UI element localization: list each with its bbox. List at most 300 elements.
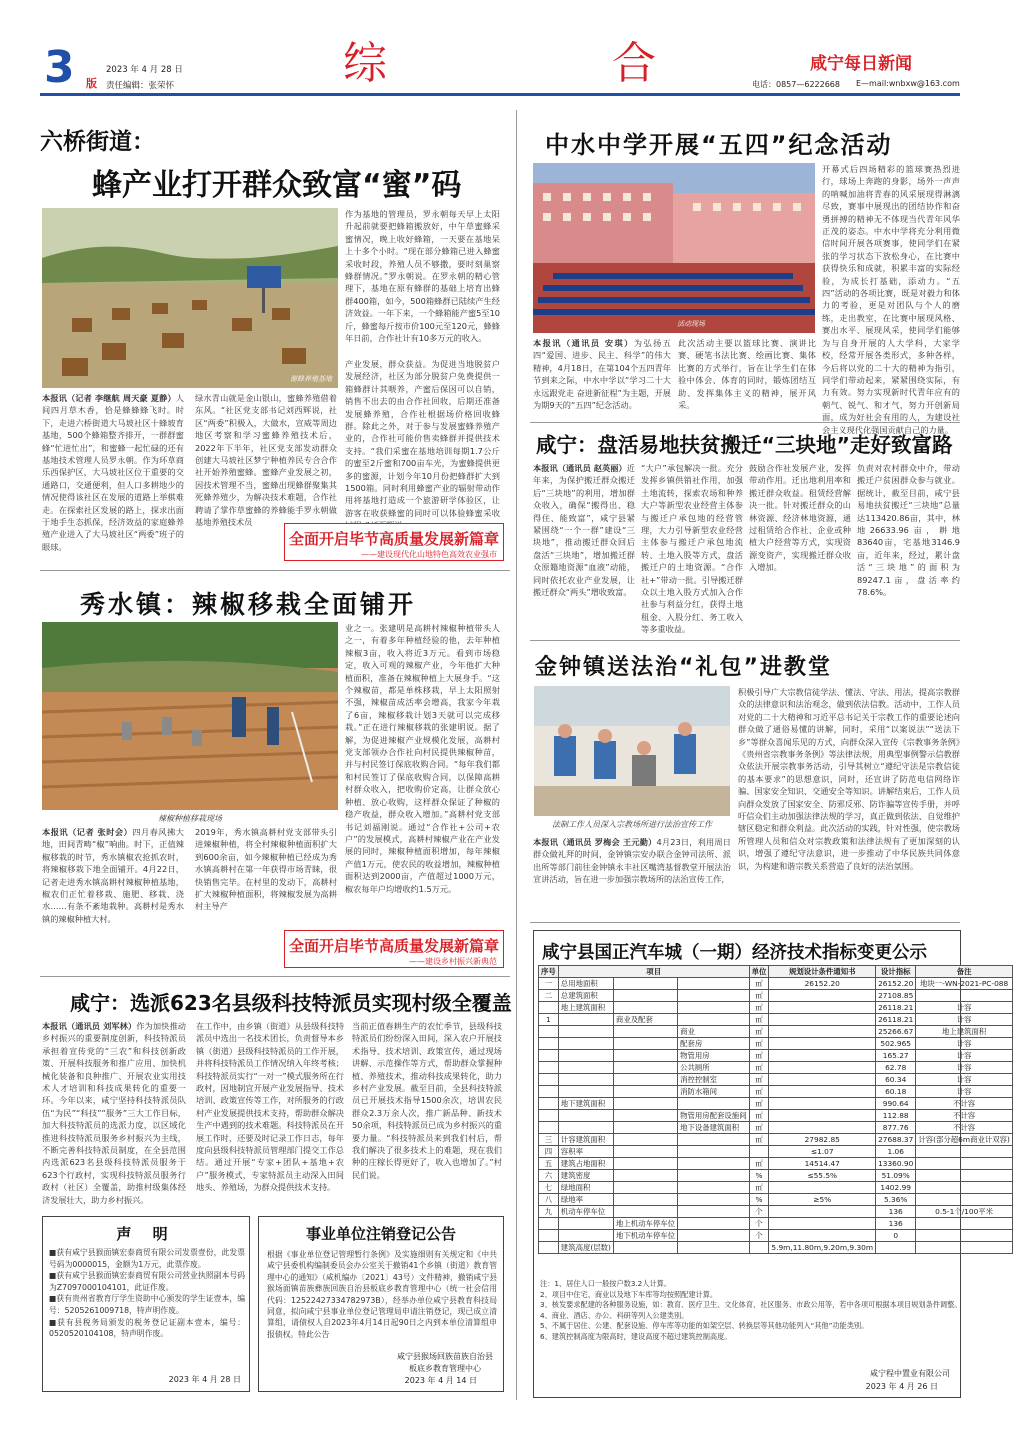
- art6-photo: [534, 686, 730, 829]
- art2-col3: 业之一。张建明是高耕村辣椒种植带头人之一，有着多年种植经验的他，去年种植辣椒3亩，收入将近3万元。看到市场稳定，收入可观的辣椒产业，今年他扩大种植面积，准备在辣椒种植上大展身手。“这个辣椒苗，都是单株移栽，早上太阳照射不强，辣椒苗成活率会增高，我家今年栽了6亩，辣椒移栽计划3天就可以完成移栽。”正在进行辣椒移栽的张建明说。据了解，为促进辣椒产业规模化发展，高耕村党支部领办合作社向村民提供辣椒种苗，并与村民签订保底收购合同。“每年我们都和村民签订了保底收购合同，以保障高耕村群众收入，把收购价定高，让群众放心种植、放心收购，这样群众保证了种椒的稳产收益，群众收入增加。”高耕村党支部书记刘福刚说。通过“合作社+公司+农户”的发展模式，高耕村辣椒产业在产业发展的同时，辣椒种植面积增加，每年辣椒产值1万元，使农民的收益增加，辣椒种植面积达到2000亩，产值超过1000万元，椒农每年户均增收约1.5万元。: [345, 623, 500, 894]
- art4-title: 中水中学开展“五四”纪念活动: [545, 131, 893, 159]
- table-cell-unit: 个: [749, 1218, 769, 1230]
- table-cell-note: [916, 1242, 1013, 1254]
- issue-date: 2023 年 4 月 28 日: [106, 65, 183, 75]
- table-cell-note: 地上建筑面积: [916, 1026, 1013, 1038]
- art4-col2: 此次活动主要以篮球比赛、演讲比赛、硬笔书法比赛、绘画比赛、集体比赛的方式举行，旨在让学生们在体验中体会、体育的同时，锻炼团结互助、发挥集体主义的精神，展开风采。: [678, 338, 816, 411]
- col-header-design: 设计指标: [876, 966, 916, 978]
- table-cell-note: 计容: [916, 1038, 1013, 1050]
- table-cell-no: 二: [539, 990, 559, 1002]
- contact-email: E—mail:wnbxw@163.com: [856, 79, 960, 88]
- art2-photo: [42, 622, 338, 823]
- table-cell-l3: 地下设备建筑面积: [678, 1122, 750, 1134]
- table-cell-l3: [678, 1218, 750, 1230]
- table-cell-l1: [558, 1026, 613, 1038]
- table-cell-l3: [678, 1158, 750, 1170]
- table-cell-unit: %: [749, 1194, 769, 1206]
- table-cell-l3: 消控控制室: [678, 1074, 750, 1086]
- table-cell-l3: [678, 1206, 750, 1218]
- table-cell-l1: 地上建筑面积: [558, 1002, 613, 1014]
- table-cell-note: [916, 1170, 1013, 1182]
- table-row: [539, 1038, 1013, 1050]
- table-cell-plan: 14514.47: [769, 1158, 876, 1170]
- table-cell-note: [916, 1230, 1013, 1242]
- table-cell-plan: ≥5%: [769, 1194, 876, 1206]
- deregistration-signer-1: 咸宁县猴场回族苗族自治县: [397, 1352, 493, 1361]
- beehive-field-image: [42, 208, 338, 388]
- declaration-notice: [42, 1216, 250, 1392]
- art6-title: 金钟镇送法治“礼包”进教堂: [535, 655, 832, 680]
- art4-photo-caption: 活动现场: [677, 320, 705, 328]
- table-cell-unit: ㎡: [749, 1026, 769, 1038]
- deregistration-body: 根据《事业单位登记管理暂行条例》及实施细则有关规定和《中共咸宁县委机构编制委员会办公室关于撤销41个乡镇（街道）教育管理中心的通知》（咸机编办〔2021〕43号）文件精神，撤销咸宁县猴场面镇苗族彝族回族自治县板底乡教育管理中心（统一社会信用代码：12522427334782973B），经举办单位咸宁县教育科技局同意，拟向咸宁县事业单位登记管理局申请注销登记，现已成立清算组，请债权人自2023年4月14日起90日之内到本单位清算组申报债权。特此公告: [267, 1250, 497, 1339]
- art5-byline: 本报讯（通讯员 赵英丽）: [533, 463, 627, 473]
- school-event-image: [533, 163, 815, 333]
- contact-phone: 电话：0857—6222668: [752, 80, 840, 89]
- banner-1: [284, 523, 504, 561]
- table-cell-note: 地块一-WN-2021-PC-088: [916, 978, 1013, 990]
- banner-1-sub: ——建设现代化山地特色高效农业强市: [361, 550, 497, 559]
- table-cell-unit: ㎡: [749, 1062, 769, 1074]
- art3-col3: 当前正值春耕生产的农忙季节，县级科技特派员们纷纷深入田间，深入农户开展技术指导、技术培训、政策宣传，通过现场讲解、示范操作等方式，帮助群众掌握种植、养殖技术，推动科技成果转化，助力乡村产业发展。截至目前，全县科技特派员已开展技术指导1500余次，培训农民群众2.3万余人次，推广新品种、新技术50余项，科技特派员已成为乡村振兴的重要力量。“科技特派员来到我们村后，帮我们解决了很多技术上的难题，现在我们种的庄稼长得更好了，收入也增加了。”村民们说。: [352, 1021, 502, 1180]
- table-cell-no: 一: [539, 978, 559, 990]
- table-cell-l1: 绿地面积: [558, 1182, 613, 1194]
- table-cell-design: 165.27: [876, 1050, 916, 1062]
- table-cell-unit: ㎡: [749, 1014, 769, 1026]
- table-cell-note: [916, 1218, 1013, 1230]
- table-cell-plan: [769, 1014, 876, 1026]
- divider: [530, 922, 960, 923]
- table-row: [539, 1170, 1013, 1182]
- table-cell-l2: [613, 1146, 677, 1158]
- art6-col1: 本报讯（通讯员 罗梅会 王元勤）4月23日，利用周日群众做礼拜的时间，金钟镇宗安办联合金钟司法所、派出所等部门前往金钟镇永丰社区嘴湾基督教堂开展法治宣讲活动，旨在进一步加强宗教场所的法治宣传工作，: [533, 837, 731, 885]
- table-cell-plan: [769, 1050, 876, 1062]
- table-row: [539, 1086, 1013, 1098]
- table-cell-no: 七: [539, 1182, 559, 1194]
- table-cell-no: 五: [539, 1158, 559, 1170]
- table-cell-l2: [613, 1074, 677, 1086]
- table-row: [539, 1158, 1013, 1170]
- table-cell-plan: 5.9m,11.80m,9.20m,9.30m: [769, 1242, 876, 1254]
- table-note: 5、不属于居住、公建、配套设施、停车库等功能的如架空层、转换层等其他功能列入“其他”功能类别。: [540, 1321, 869, 1331]
- table-row: [539, 1146, 1013, 1158]
- table-cell-plan: [769, 1026, 876, 1038]
- table-cell-design: 502.965: [876, 1038, 916, 1050]
- table-cell-l3: [678, 1182, 750, 1194]
- table-cell-design: 1402.99: [876, 1182, 916, 1194]
- table-row: [539, 1098, 1013, 1110]
- table-cell-design: 51.09%: [876, 1170, 916, 1182]
- spec-table-body: [539, 978, 1013, 1254]
- table-cell-note: 计容: [916, 1014, 1013, 1026]
- table-cell-l1: [558, 1014, 613, 1026]
- col-header-no: 序号: [539, 966, 559, 978]
- table-cell-l1: [558, 1074, 613, 1086]
- table-cell-note: [916, 990, 1013, 1002]
- spec-table-header: [539, 966, 1013, 978]
- table-row: [539, 1194, 1013, 1206]
- pepper-planting-image: [42, 622, 338, 810]
- art1-photo: [42, 208, 338, 388]
- art1-col2: 绿水青山就是金山银山，蜜蜂养殖借着东风。“社区党支部书记刘西辉说，社区“两委”积极入，大做水，宣威等周边地区考察和学习蜜蜂养殖技术后，2022年下半年，社区党支部发动群众创建大马坡社区梦宁种植养民专合合作社开始养殖蜜蜂。蜜蜂产业发展之初，因技术管理不当，蜜蜂出现蜂群聚集其死蜂养殖少，为解决技术难题，合作社聘请了掌作草蜜蜂的养蜂能手罗永朝做基地养殖技术员: [195, 393, 337, 528]
- divider: [40, 570, 510, 571]
- table-cell-unit: [749, 1242, 769, 1254]
- table-row: [539, 1134, 1013, 1146]
- table-cell-l3: [678, 990, 750, 1002]
- table-row: [539, 1002, 1013, 1014]
- art2-byline: 本报讯（记者 张时会）: [42, 827, 133, 837]
- table-cell-no: [539, 1110, 559, 1122]
- table-cell-l2: [613, 1098, 677, 1110]
- table-row: [539, 1074, 1013, 1086]
- deregistration-date: 2023 年 4 月 14 日: [404, 1376, 477, 1385]
- column-divider: [516, 110, 517, 1400]
- col-header-plan: 规划设计条件通知书: [769, 966, 876, 978]
- table-cell-l2: [613, 1122, 677, 1134]
- table-cell-note: 不计容: [916, 1110, 1013, 1122]
- table-cell-design: 136: [876, 1218, 916, 1230]
- table-cell-unit: ㎡: [749, 1002, 769, 1014]
- table-cell-design: 13360.90: [876, 1158, 916, 1170]
- masthead: [0, 0, 1000, 100]
- table-cell-design: 136: [876, 1206, 916, 1218]
- table-cell-note: 计容: [916, 1086, 1013, 1098]
- table-row: [539, 1122, 1013, 1134]
- table-cell-design: 25266.67: [876, 1026, 916, 1038]
- art3-byline: 本报讯（通讯员 刘军林）: [42, 1021, 137, 1031]
- table-cell-note: 计容(部分超6m商业计双容): [916, 1134, 1013, 1146]
- table-cell-plan: [769, 1182, 876, 1194]
- table-cell-l1: [558, 1062, 613, 1074]
- table-cell-l1: [558, 1230, 613, 1242]
- table-cell-note: 不计容: [916, 1098, 1013, 1110]
- table-cell-plan: ≤1.07: [769, 1146, 876, 1158]
- divider: [40, 976, 510, 977]
- table-cell-plan: [769, 990, 876, 1002]
- art1-col1: 本报讯（记者 李继航 周天豪 夏静）人间四月草木香，恰是蜂蜂蜂飞时。时下，走进六桥街道大马坡社区十蜂坡育基地，500个蜂箱整齐排开，一群群蜜蜂“忙进忙出”，和蜜蜂一起忙碌的还有基地技术管理人员罗永朝。作为环草商乐西保护区，大马坡社区位于重要的交通路口，交通便利，但人口多耕地少的情况使得该社区在发展的道路上举棋难走。在探索社区发展的路上，探求出面于地手生态抓保，经济效益的家庭蜂养殖产业进入了大马坡社区“两委”班子的眼球。: [42, 393, 184, 552]
- table-cell-l2: [613, 1062, 677, 1074]
- deregistration-title: 事业单位注销登记公告: [305, 1225, 456, 1243]
- table-cell-plan: [769, 1074, 876, 1086]
- masthead-rule: [40, 93, 960, 96]
- table-cell-l1: [558, 1038, 613, 1050]
- table-cell-l2: [613, 1026, 677, 1038]
- table-cell-l2: [613, 1002, 677, 1014]
- table-cell-l3: 物管用房: [678, 1050, 750, 1062]
- art3-col1: 本报讯（通讯员 刘军林）作为加快推动乡村振兴的重要制度创新，科技特派员承担着宣传党的“三农”和科技创新政策、开展科技服务和推广应用、加快机械化装备和良种推广、开展农业实用技术人才培训和科技成果转化的重要一环。今年以来，咸宁坚持科技特派员队伍“为民”“科技”“服务”三大工作目标，加大科技特派员的选派力度，以区域化推进科技特派员服务乡村振兴为主线，不断完善科技特派员制度，在全县范围内选派623名县级科技特派员服务于623个行政村，实现科技特派员服务行政村（社区）全覆盖，助推村级集体经济发展壮大，助力乡村振兴。: [42, 1021, 186, 1205]
- banner-2: [284, 930, 504, 968]
- table-cell-l1: 总用地面积: [558, 978, 613, 990]
- table-cell-l2: [613, 1134, 677, 1146]
- table-cell-l1: 计容建筑面积: [558, 1134, 613, 1146]
- spec-table: [538, 965, 1013, 1254]
- table-cell-unit: ㎡: [749, 978, 769, 990]
- spec-date: 2023 年 4 月 26 日: [865, 1382, 938, 1391]
- table-cell-note: 不计容: [916, 1122, 1013, 1134]
- table-cell-plan: [769, 1206, 876, 1218]
- table-cell-l2: [613, 1050, 677, 1062]
- table-row: [539, 978, 1013, 990]
- table-cell-note: 0.5-1个/100平米: [916, 1206, 1013, 1218]
- table-cell-l2: 地下机动车停车位: [613, 1230, 677, 1242]
- table-cell-l1: 建筑占地面积: [558, 1158, 613, 1170]
- table-cell-l3: [678, 1002, 750, 1014]
- banner-2-main: 全面开启毕节高质量发展新篇章: [288, 937, 499, 955]
- art2-col1: 本报讯（记者 张时会）四月春风拂大地，田间青畴“椒”响曲。时下，正值辣椒移栽的时节，秀水镇椒农抢抓农时，将辣椒移栽下地全面铺开。4月22日，记者走进秀水镇高耕村辣椒种植基地，椒农们正忙着移栽、施肥、移栽、浇水……有条不紊地栽种。高耕村是秀水镇的辣椒种植大村。: [42, 827, 184, 924]
- col-header-unit: 单位: [749, 966, 769, 978]
- table-cell-l1: 绿地率: [558, 1194, 613, 1206]
- table-cell-l2: [613, 990, 677, 1002]
- table-cell-l3: [678, 1242, 750, 1254]
- art2-photo-caption: 辣椒种植移栽现场: [158, 814, 222, 823]
- table-cell-note: [916, 1194, 1013, 1206]
- table-cell-plan: [769, 1098, 876, 1110]
- table-cell-design: 27688.37: [876, 1134, 916, 1146]
- table-cell-no: [539, 1086, 559, 1098]
- table-cell-unit: ㎡: [749, 1182, 769, 1194]
- table-cell-note: 计容: [916, 1074, 1013, 1086]
- table-cell-unit: ㎡: [749, 1110, 769, 1122]
- art1-col3: 作为基地的管理员，罗永朝每天早上太阳升起前就要把蜂箱搬放好，中午草蜜蜂采蜜情况，晚上收好蜂箱，一天要在基地呆上十多个小时。“现在部分蜂箱已进入蜂蜜采收时段，养殖人员不够撒，要时刻巢察蜂群情况。”罗永朝说。在罗永朝的精心管理下，基地在原有蜂群的基础上培育出蜂群400箱，如今，500箱蜂群已陆续产生经济效益。一年下来，一个蜂箱能产蜜5至10斤，蜂蜜每斤按市价100元至120元，蜂蜂年日前，合作社计有10多万元的收入。: [345, 209, 500, 344]
- table-cell-l3: [678, 1134, 750, 1146]
- table-cell-l2: [613, 1242, 677, 1254]
- table-cell-l1: 总建筑面积: [558, 990, 613, 1002]
- table-cell-unit: ㎡: [749, 1086, 769, 1098]
- table-cell-unit: ㎡: [749, 1038, 769, 1050]
- table-cell-note: 计容: [916, 1002, 1013, 1014]
- banner-2-sub: ——建设乡村振兴新典范: [409, 957, 497, 966]
- table-cell-plan: [769, 1230, 876, 1242]
- table-cell-l2: 地上机动车停车位: [613, 1218, 677, 1230]
- table-row: [539, 990, 1013, 1002]
- divider: [530, 640, 960, 641]
- table-cell-l3: 公共厕所: [678, 1062, 750, 1074]
- table-cell-no: [539, 1218, 559, 1230]
- table-cell-no: [539, 1050, 559, 1062]
- table-cell-note: [916, 1182, 1013, 1194]
- table-note: 注：1、居住人口一般按户数3.2人计算。: [540, 1279, 672, 1288]
- spec-table-notes: [540, 1279, 962, 1343]
- table-cell-plan: [769, 1110, 876, 1122]
- table-cell-l1: 建筑密度: [558, 1170, 613, 1182]
- table-cell-unit: ㎡: [749, 1134, 769, 1146]
- table-cell-design: 0: [876, 1230, 916, 1242]
- table-cell-l2: [613, 1086, 677, 1098]
- art1-byline: 本报讯（记者 李继航 周天豪 夏静）: [42, 393, 176, 403]
- declaration-title: 声 明: [116, 1225, 176, 1243]
- table-cell-l1: [558, 1110, 613, 1122]
- table-cell-no: 四: [539, 1146, 559, 1158]
- table-cell-no: [539, 1074, 559, 1086]
- art1-kicker: 六桥街道：: [40, 129, 155, 155]
- table-cell-design: 27108.85: [876, 990, 916, 1002]
- table-row: [539, 1206, 1013, 1218]
- table-cell-l1: 容积率: [558, 1146, 613, 1158]
- art1-photo-caption: 谢蜂养殖基地: [290, 375, 332, 383]
- table-cell-no: 九: [539, 1206, 559, 1218]
- table-cell-l1: 机动车停车位: [558, 1206, 613, 1218]
- table-cell-plan: [769, 1062, 876, 1074]
- table-cell-l1: [558, 1122, 613, 1134]
- deregistration-signer-2: 板底乡教育管理中心: [409, 1364, 481, 1373]
- deregistration-notice: [258, 1216, 504, 1392]
- table-cell-l3: [678, 1230, 750, 1242]
- page-number: 3: [44, 42, 75, 93]
- art5-col2: “大户”承包解决一批。充分发挥乡镇供销社作用，加强土地流转，探索农场和种养大户等新型农业经营主体参与搬迁户承包地的经营管理，大力引导新型农业经营主体参与搬迁户承包地流转、土地入股等方式，盘活搬迁户的土地资源。“合作社+”带动一批。引导搬迁群众以土地入股方式加入合作社参与利益分红，获得土地租金、入股分红、务工收入等多重收益。: [641, 463, 743, 635]
- table-cell-unit: ㎡: [749, 1074, 769, 1086]
- table-cell-design: 62.78: [876, 1062, 916, 1074]
- table-cell-plan: [769, 1086, 876, 1098]
- table-cell-note: 计容: [916, 1050, 1013, 1062]
- table-cell-plan: 26152.20: [769, 978, 876, 990]
- section-char-1: 综: [343, 38, 387, 89]
- art3-col2: 在工作中，由乡镇（街道）从县级科技特派员中选出一名技术团长，负责督导本乡镇（街道）县级科技特派员的工作开展，并将科技特派员工作情况纳入年终考核；科技特派员实行“一对一”模式服务所在行政村，因地制宜开展产业发展指导、技术培训、政策宣传等工作，对所服务的行政村产业发展提供技术支持，帮助群众解决生产中遇到的技术难题。科技特派员在开展工作时，还要及时记录工作日志，每年度向县级科技特派员管理部门提交工作总结。通过开展“专家+团队+基地+农户”服务模式，专家特派员主动深入田间地头、养殖场，为群众提供技术支持。: [196, 1021, 344, 1193]
- table-cell-unit: ㎡: [749, 1050, 769, 1062]
- table-cell-l2: [613, 1158, 677, 1170]
- editor-credit: 责任编辑：张荣怀: [106, 81, 175, 91]
- table-cell-no: [539, 1062, 559, 1074]
- table-cell-unit: ㎡: [749, 990, 769, 1002]
- declaration-date: 2023 年 4 月 28 日: [168, 1375, 241, 1384]
- banner-1-main: 全面开启毕节高质量发展新篇章: [288, 530, 499, 548]
- table-row: [539, 1050, 1013, 1062]
- table-cell-plan: ≤55.5%: [769, 1170, 876, 1182]
- table-cell-no: 三: [539, 1134, 559, 1146]
- table-cell-plan: [769, 1122, 876, 1134]
- table-cell-l3: 消防水箱间: [678, 1086, 750, 1098]
- table-cell-l3: [678, 978, 750, 990]
- table-row: [539, 1230, 1013, 1242]
- table-row: [539, 1218, 1013, 1230]
- table-cell-l3: 配套房: [678, 1038, 750, 1050]
- table-cell-l1: [558, 1086, 613, 1098]
- paper-name: 咸宁每日新闻: [810, 54, 912, 74]
- table-cell-l1: 地下建筑面积: [558, 1098, 613, 1110]
- table-cell-plan: [769, 1038, 876, 1050]
- table-row: [539, 1062, 1013, 1074]
- table-cell-unit: 个: [749, 1230, 769, 1242]
- table-row: [539, 1182, 1013, 1194]
- table-cell-unit: %: [749, 1170, 769, 1182]
- table-cell-l1: [558, 1050, 613, 1062]
- table-cell-l1: 建筑高度(层数): [558, 1242, 613, 1254]
- table-cell-design: [876, 1242, 916, 1254]
- table-row: [539, 1026, 1013, 1038]
- declaration-body: ■获有咸宁县猴面镇宏泰商贸有限公司发票壹份，此发票号码为0000015，金额为1万元，此票作废。 ■获有咸宁县猴面镇宏泰商贸有限公司营业执照副本号码为Z7097000104101，此证作废。 ■获有贵州省教育厅学生资助中心颁发的学生证壹本，编号：5205261009718，特声明作废。 ■获有县税务局颁发的税务登记证副本壹本，编号：0520520104108，特声明作废。: [49, 1248, 245, 1339]
- table-row: [539, 1110, 1013, 1122]
- col-header-item: 项目: [558, 966, 749, 978]
- table-cell-l3: [678, 1146, 750, 1158]
- art2-col2: 2019年，秀水镇高耕村党支部带头引进辣椒种植，将全村辣椒种植面积扩大到600余亩，如今辣椒种植已经成为秀水镇高耕村在第一年获得市场青睐，很快销售完毕。在村里的发动下，高耕村扩大辣椒种植面积，将辣椒发展为高耕村主导产: [195, 827, 337, 912]
- table-cell-plan: [769, 1002, 876, 1014]
- art6-byline: 本报讯（通讯员 罗梅会 王元勤）: [533, 837, 657, 847]
- table-cell-design: 26118.21: [876, 1002, 916, 1014]
- table-cell-l2: 商业及配套: [613, 1014, 677, 1026]
- table-cell-l3: 物管用房配套设施间: [678, 1110, 750, 1122]
- table-cell-l3: [678, 1098, 750, 1110]
- table-cell-design: 60.18: [876, 1086, 916, 1098]
- table-cell-no: [539, 1098, 559, 1110]
- table-cell-unit: ㎡: [749, 1098, 769, 1110]
- table-cell-design: 1.06: [876, 1146, 916, 1158]
- legal-outreach-image: [534, 686, 730, 816]
- table-cell-note: [916, 1146, 1013, 1158]
- art5-col4: 负责对农村群众中介，带动搬迁户贫困群众参与就业。据统计，截至目前，咸宁县易地扶贫搬迁“三块地”总量达113420.86亩，其中，林地26633.96亩，耕地83640亩，宅基地3146.9亩，近年来，经过，累计盘活“三块地”的面积为89247.1亩，盘活率约78.6%。: [857, 463, 960, 598]
- table-row: [539, 1014, 1013, 1026]
- table-cell-l2: [613, 1182, 677, 1194]
- art6-col2: 积极引导广大宗教信徒学法、懂法、守法、用法，提高宗教群众的法律意识和法治观念，做到依法信教。活动中，工作人员对党的二十大精神和习近平总书记关于宗教工作的重要论述向群众做了通俗易懂的讲解，同时，采用“以案说法”“送法下乡”等群众喜闻乐见的方式，向群众深入宣传《宗教事务条例》《贵州省宗教事务条例》等法律法规，用典型事例警示信教群众依法开展宗教事务活动，引导其树立“遵纪守法是宗教信徒的基本要求”的思想意识，同时，还宣讲了防范电信网络诈骗、国家安全知识、交通安全等知识。讲解结束后，工作人员向群众发放了国家安全、防邪反邪、防诈骗等宣传手册，并呼吁信众们主动加强法律法规的学习，真正做到依法、自觉维护辖区稳定和群众利益。此次活动的实践，针对性强，使宗教场所管理人员和信众对宗教政策和法律法规有了更加深刻的认识，增强了遵纪守法意识，进一步推动了中华民族共同体意识，为构建和谐宗教关系营造了良好的法治氛围。: [738, 687, 960, 871]
- spec-table-title: 咸宁县国正汽车城（一期）经济技术指标变更公示: [542, 943, 927, 963]
- art4-col3: 开幕式后四场精彩的篮球赛热烈进行，球场上奔跑的身影，场外一声声的呐喊加油将青春的风采展现得淋漓尽致，赛事中展现出的团结协作和奋勇拼搏的精神无不体现当代青年风华正茂的姿态。中水中学将充分利用微信时间开展各项赛事，使同学们在紧张的学习状态下放松身心，在比赛中获得快乐和成就，积累丰富的实际经验，为成长打基础，添动力。“五四”活动的各项比赛，既是对毅力和体力的考验，更是对团队与个人的磨练，走出教室，在比赛中展现风格、赛出水平、展现风采，使同学们能够为与自身开展的人大学科，大家学校，经常开展各类形式，多种各样，今后将以党的二十大的精神为指引，同学们带动起来，紧紧围绕实际，有力有效。努力实现新时代青年应有的朝气、锐气、和才气，努力开创新局面，成为好社会有用的人，为建设社会主义现代化强国贡献自己的力量。: [822, 164, 960, 435]
- table-cell-l3: [678, 1194, 750, 1206]
- art1-title: 蜂产业打开群众致富“蜜”码: [92, 168, 462, 203]
- art5-title: 咸宁：盘活易地扶贫搬迁“三块地”走好致富路: [536, 433, 953, 457]
- art4-photo: [533, 163, 815, 333]
- table-cell-no: [539, 1242, 559, 1254]
- art6-photo-caption: 法制工作人员深入宗教场所进行法治宣传工作: [552, 820, 712, 829]
- table-cell-design: 5.36%: [876, 1194, 916, 1206]
- table-cell-unit: 个: [749, 1206, 769, 1218]
- art1-col4: 产业发展，群众获益。为促进当地脱贫户发展经济，社区为部分脱贫户免费提供一箱蜂群计其喂养，产蜜后保因可以自销，销售不出去的由合作社回收，后期还准备发展蜂养殖，合作社根据场价格回收蜂群。除此之外，对于参与发展蜜蜂养殖产业的，合作社可能价售卖蜂群并提供技术支持。“我们采蜜在基地培训每期1.7公斤的蜜至2斤蜜和700亩车光，为蜜蜂提供更多的蜜源，计划今年10月份把蜂群扩大到1500箱。同时利用蜂蜜产业的辐射带动作用将基地打造成一个旅游研学体验区，让游客在收获蜂蜜的同时可以体验蜂蜜采收: [345, 359, 500, 518]
- table-cell-l3: [678, 1014, 750, 1026]
- table-row: [539, 1242, 1013, 1254]
- divider: [530, 422, 960, 423]
- table-cell-no: 1: [539, 1014, 559, 1026]
- spec-signer: 咸宁程中置业有限公司: [870, 1369, 950, 1378]
- table-cell-plan: 27982.85: [769, 1134, 876, 1146]
- table-cell-l1: [558, 1218, 613, 1230]
- table-cell-l2: [613, 1206, 677, 1218]
- table-cell-no: [539, 1122, 559, 1134]
- table-cell-no: [539, 1038, 559, 1050]
- art4-col1: 本报讯（通讯员 安琪）为弘扬五四“爱国、进步、民主、科学”的伟大精神，4月18日，在第104个五四青年节到来之际，中水中学以“学习二十大 永远跟党走 奋进新征程”为主题，开展为期9天的“五四”纪念活动。: [533, 338, 671, 411]
- art4-byline: 本报讯（通讯员 安琪）: [533, 338, 634, 348]
- table-cell-plan: [769, 1218, 876, 1230]
- table-cell-no: [539, 1230, 559, 1242]
- table-cell-unit: ㎡: [749, 1158, 769, 1170]
- art5-col3: 鼓励合作社发展产业，发挥带动作用。迁出地利用率和搬迁群众收益。租赁经营解决一批。针对搬迁群众的山林资源、经济林地资源，通过租赁给合作社、企业或种植大户经营等方式，实现资源变资产，实现搬迁群众收入增加。: [749, 463, 851, 573]
- table-note: 6、建筑控制高度为限高时，建设高度不超过建筑控制高度。: [540, 1331, 732, 1341]
- table-cell-l2: [613, 978, 677, 990]
- table-cell-design: 26152.20: [876, 978, 916, 990]
- art2-title: 秀水镇：辣椒移栽全面铺开: [80, 590, 417, 619]
- table-note: 4、商业、酒店、办公、科研等列入公建类别。: [540, 1310, 689, 1320]
- table-cell-no: [539, 1026, 559, 1038]
- section-char-2: 合: [612, 38, 656, 89]
- table-cell-no: 八: [539, 1194, 559, 1206]
- table-cell-note: 计容: [916, 1062, 1013, 1074]
- col-header-note: 备注: [916, 966, 1013, 978]
- table-cell-design: 26118.21: [876, 1014, 916, 1026]
- table-cell-design: 990.64: [876, 1098, 916, 1110]
- table-cell-design: 60.34: [876, 1074, 916, 1086]
- table-cell-unit: ㎡: [749, 1122, 769, 1134]
- page-suffix: 版: [86, 77, 97, 90]
- table-cell-note: [916, 1158, 1013, 1170]
- table-cell-l3: [678, 1170, 750, 1182]
- table-note: 3、核发要求配建的各种服务设施，如：教育、医疗卫生、文化体育、社区服务、市政公用等，若中各项可根据本项目规划条件调整。: [540, 1300, 962, 1310]
- art3-title: 咸宁：选派623名县级科技特派员实现村级全覆盖: [70, 991, 512, 1015]
- table-cell-design: 877.76: [876, 1122, 916, 1134]
- table-cell-l2: [613, 1038, 677, 1050]
- spec-table-wrap: [538, 965, 1010, 1254]
- table-cell-no: 六: [539, 1170, 559, 1182]
- table-cell-unit: [749, 1146, 769, 1158]
- table-cell-no: [539, 1002, 559, 1014]
- art5-col1: 本报讯（通讯员 赵英丽）近年来，为保护搬迁群众搬迁后“三块地”的利用，增加群众收入，确保“搬得出、稳得住、能致富”，咸宁县紧紧围绕“一个一群”建设“三块地”，推动搬迁群众回后盘活“三块地”，增加搬迁群众原籍地资源“血液”动能，同时依托农业产业发展，让搬迁群众“两头”增收致富。: [533, 463, 635, 598]
- spec-table-box: [533, 930, 1010, 1398]
- table-cell-l2: [613, 1110, 677, 1122]
